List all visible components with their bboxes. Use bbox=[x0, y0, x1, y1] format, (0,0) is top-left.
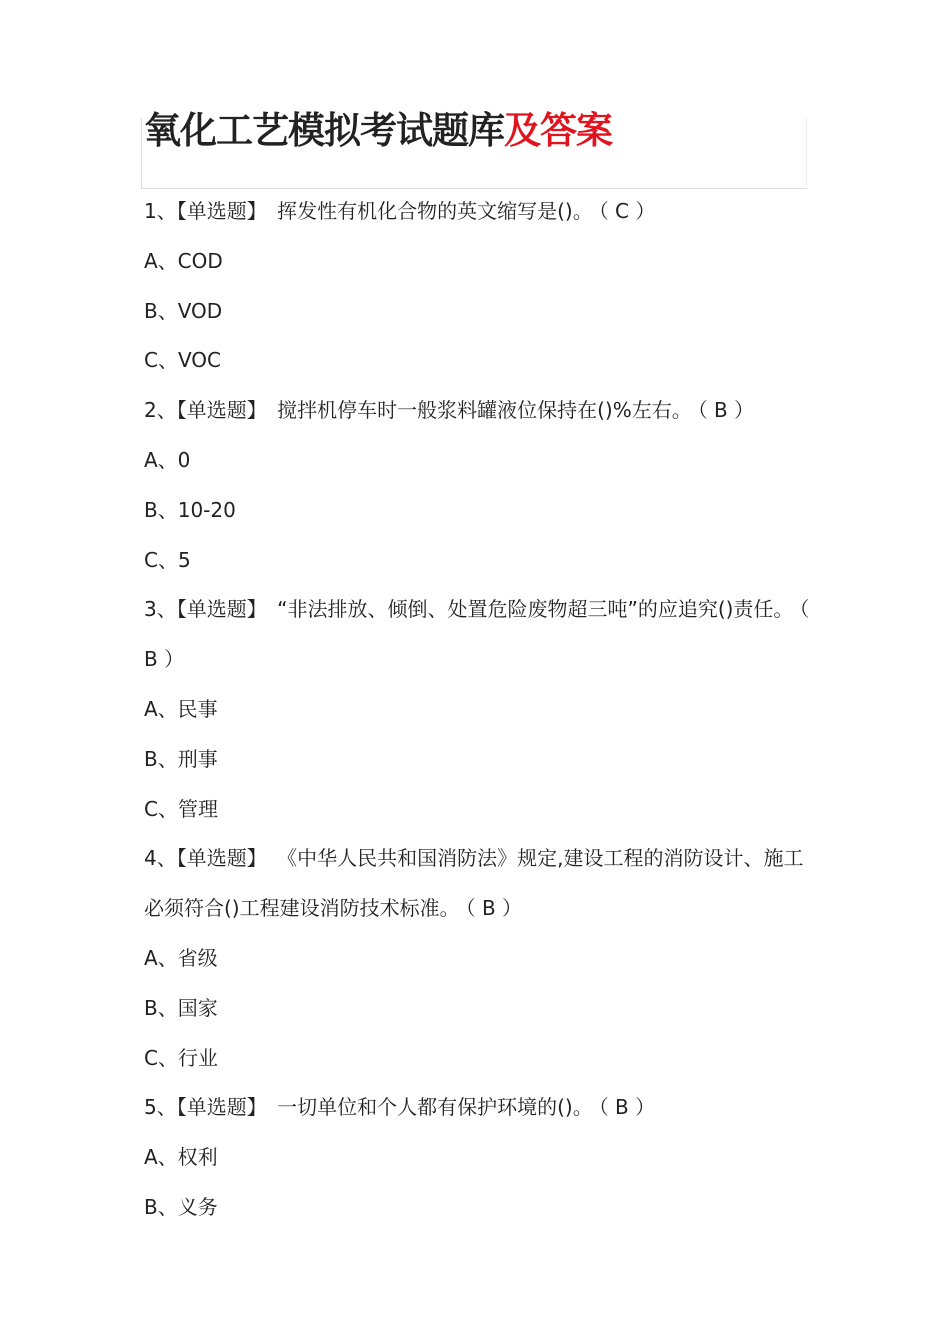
question-answer: （ B ） bbox=[697, 398, 755, 423]
option-c: C、VOC bbox=[144, 348, 222, 373]
option-b: B、义务 bbox=[144, 1194, 218, 1219]
question-text: 挥发性有机化合物的英文缩写是()。 bbox=[277, 199, 593, 223]
question-type: 【单选题】 bbox=[176, 398, 267, 423]
question-text: 《中华人民共和国消防法》规定,建设工程的消防设计、施工必须符合()工程建设消防技术标准。 bbox=[144, 846, 804, 921]
question-type: 【单选题】 bbox=[176, 597, 267, 622]
title-highlight: 及答案 bbox=[504, 109, 612, 152]
option-c: C、管理 bbox=[144, 796, 218, 821]
question-answer: （ B ） bbox=[598, 1095, 656, 1120]
title-main: 氧化工艺模拟考试题库 bbox=[144, 109, 504, 152]
option-b: B、刑事 bbox=[144, 746, 218, 771]
option-b: B、VOD bbox=[144, 298, 223, 323]
page-title bbox=[144, 106, 612, 156]
question-number: 3、 bbox=[144, 597, 177, 622]
question-text: 搅拌机停车时一般浆料罐液位保持在()%左右。 bbox=[277, 398, 692, 423]
question-list bbox=[144, 187, 812, 1233]
question-5 bbox=[144, 1083, 812, 1133]
question-type: 【单选题】 bbox=[176, 846, 267, 871]
question-number: 1、 bbox=[144, 199, 177, 223]
question-text: “非法排放、倾倒、处置危险废物超三吨”的应追究()责任。 bbox=[277, 597, 794, 622]
option-a: A、0 bbox=[144, 447, 191, 472]
question-number: 4、 bbox=[144, 846, 177, 871]
question-2 bbox=[144, 386, 812, 436]
option-c: C、行业 bbox=[144, 1045, 218, 1070]
question-4 bbox=[144, 834, 812, 934]
question-type: 【单选题】 bbox=[176, 1095, 267, 1120]
question-answer: （ B ） bbox=[465, 896, 523, 921]
option-a: A、民事 bbox=[144, 696, 218, 721]
question-1 bbox=[144, 187, 812, 237]
question-type: 【单选题】 bbox=[176, 199, 267, 223]
question-answer: （ C ） bbox=[598, 199, 656, 223]
question-answer: （ B ） bbox=[144, 597, 810, 672]
option-a: A、省级 bbox=[144, 945, 218, 970]
question-text: 一切单位和个人都有保护环境的()。 bbox=[277, 1095, 593, 1120]
option-b: B、10-20 bbox=[144, 497, 236, 522]
question-number: 5、 bbox=[144, 1095, 177, 1120]
question-number: 2、 bbox=[144, 398, 177, 423]
option-a: A、COD bbox=[144, 248, 223, 273]
option-a: A、权利 bbox=[144, 1145, 218, 1170]
question-3 bbox=[144, 585, 812, 685]
option-c: C、5 bbox=[144, 547, 191, 572]
option-b: B、国家 bbox=[144, 995, 218, 1020]
